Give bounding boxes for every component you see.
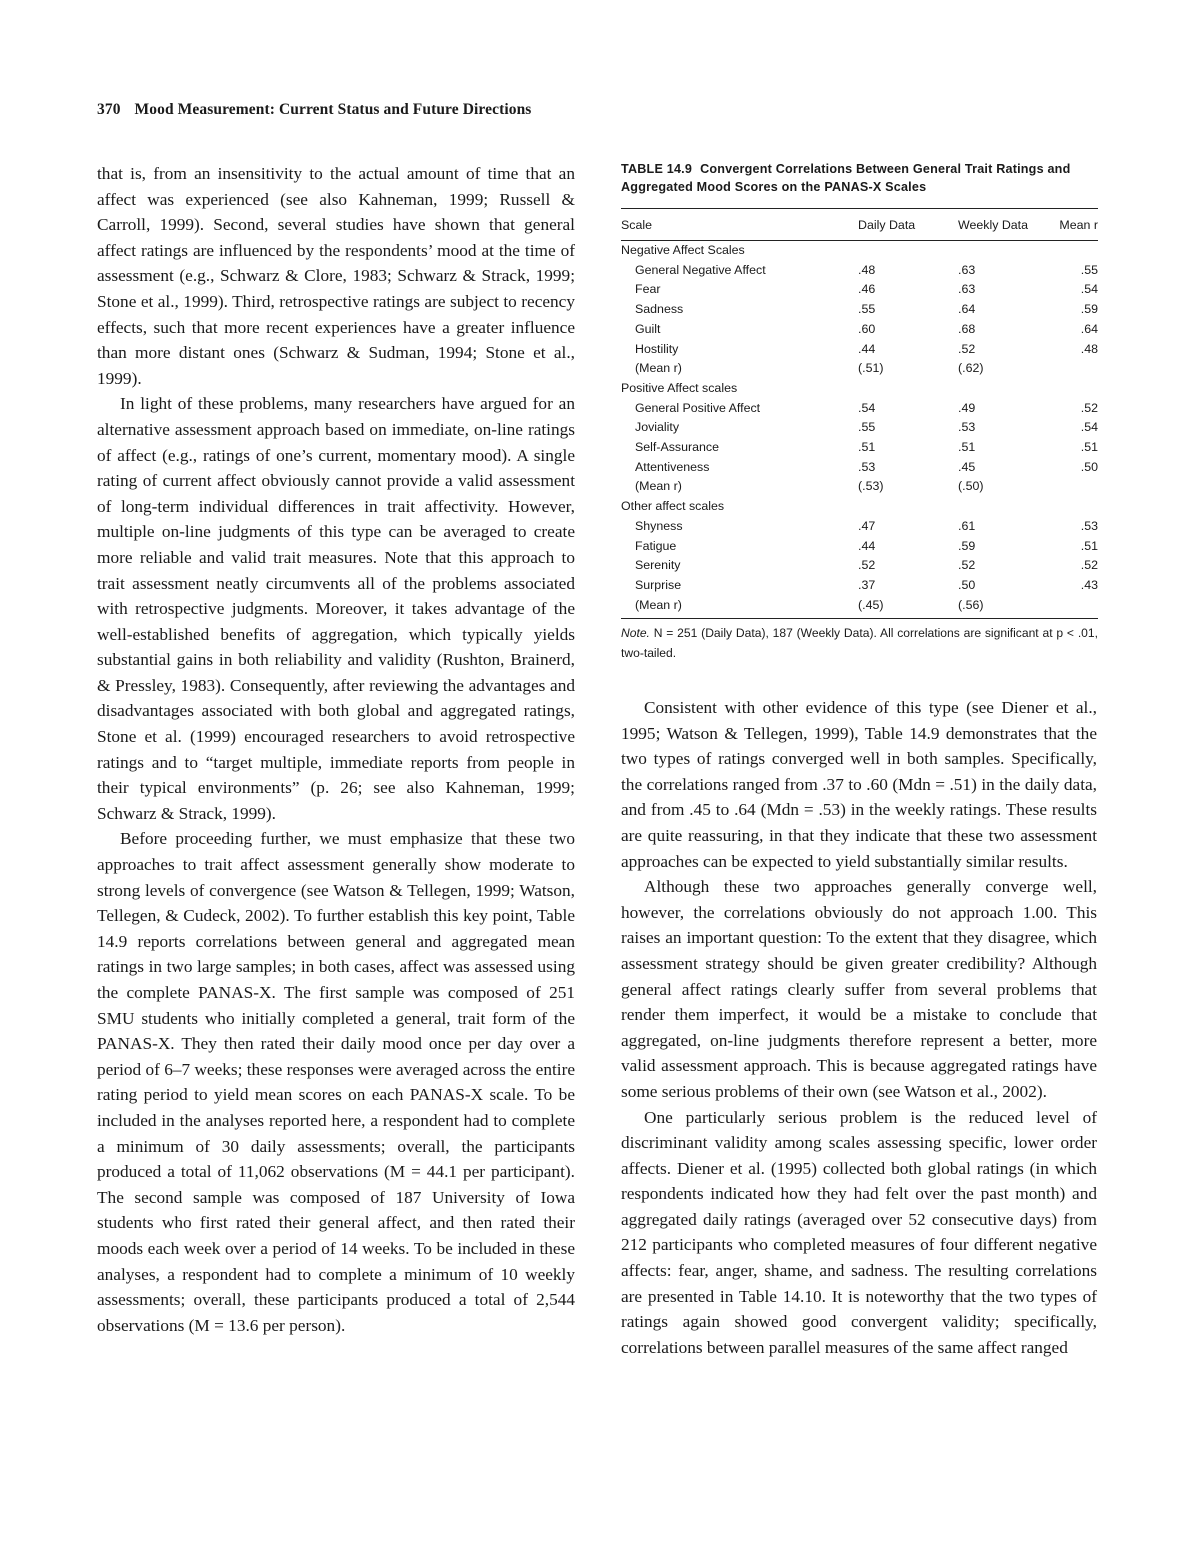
table-row bbox=[621, 418, 1098, 438]
mean-cell: .59 bbox=[1080, 302, 1098, 317]
paragraph: Consistent with other evidence of this type (see Diener et al., 1995; Watson & Tellegen, 1999), Table 14.9 demonstrates that the two types of ratings converged well in both samples. Specifically, the correlations ranged from .37 to .60 (Mdn = .51) in the daily data, and from .45 to .64 (Mdn = .53) in the weekly ratings. These results are quite reassuring, in that they indicate that these two assessment approaches can be expected to yield substantially similar results. bbox=[621, 698, 1097, 871]
weekly-cell: .50 bbox=[958, 577, 976, 592]
daily-cell: (.53) bbox=[858, 479, 884, 494]
table-row bbox=[621, 300, 1098, 320]
mean-cell: .43 bbox=[1080, 577, 1098, 592]
scale-cell: (Mean r) bbox=[621, 596, 836, 619]
table-row bbox=[621, 261, 1098, 281]
table-title: Convergent Correlations Between General Trait Ratings and Aggregated Mood Scores on the PANAS-X Scales bbox=[621, 162, 1071, 194]
scale-cell: Sadness bbox=[635, 302, 684, 317]
mean-cell: .64 bbox=[1080, 321, 1098, 336]
scale-cell: Fatigue bbox=[635, 538, 677, 553]
group-label: Negative Affect Scales bbox=[621, 243, 745, 257]
scale-cell: Serenity bbox=[635, 558, 681, 573]
table-row bbox=[621, 280, 1098, 300]
daily-cell: .54 bbox=[858, 400, 876, 415]
weekly-cell: .59 bbox=[958, 538, 976, 553]
note-label: Note. bbox=[621, 626, 650, 641]
table-number: TABLE 14.9 bbox=[621, 162, 693, 176]
scale-cell: Attentiveness bbox=[635, 459, 710, 474]
daily-cell: .60 bbox=[858, 321, 876, 336]
daily-cell: (.45) bbox=[836, 596, 928, 619]
scale-cell: Surprise bbox=[635, 577, 682, 592]
weekly-cell: .49 bbox=[958, 400, 976, 415]
mean-cell bbox=[1028, 359, 1098, 379]
table-row bbox=[621, 359, 1098, 379]
mean-cell: .51 bbox=[1080, 440, 1098, 455]
table-note bbox=[621, 623, 1098, 663]
table-group-row bbox=[621, 241, 1098, 261]
page-number: 370 bbox=[97, 101, 121, 118]
daily-cell: .55 bbox=[858, 420, 876, 435]
mean-cell: .52 bbox=[1080, 558, 1098, 573]
daily-cell: .53 bbox=[858, 459, 876, 474]
daily-cell: .47 bbox=[858, 518, 876, 533]
paragraph: that is, from an insensitivity to the actual amount of time that an affect was experienced (see also Kahneman, 1999; Russell & Carroll, 1999). Second, several studies have shown that general affect ratings are influenced by the respondents’ mood at the time of assessment (e.g., Schwarz & Clore, 1983; Schwarz & Strack, 1999; Stone et al., 1999). Third, retrospective ratings are subject to recency effects, such that more recent experiences have a greater influence than more distant ones (Schwarz & Sudman, 1994; Stone et al., 1999). bbox=[97, 164, 575, 388]
running-title: Mood Measurement: Current Status and Future Directions bbox=[134, 101, 532, 118]
weekly-cell: .63 bbox=[958, 282, 976, 297]
mean-cell bbox=[1028, 477, 1098, 497]
table-row bbox=[621, 320, 1098, 340]
weekly-cell: .61 bbox=[958, 518, 976, 533]
weekly-cell: (.50) bbox=[958, 479, 984, 494]
table-row bbox=[621, 596, 1098, 619]
table-row bbox=[621, 556, 1098, 576]
column-header-daily: Daily Data bbox=[836, 209, 928, 241]
daily-cell: (.51) bbox=[858, 361, 884, 376]
table-row bbox=[621, 576, 1098, 596]
table-row bbox=[621, 517, 1098, 537]
daily-cell: .51 bbox=[858, 440, 876, 455]
daily-cell: .46 bbox=[858, 282, 876, 297]
paragraph: One particularly serious problem is the reduced level of discriminant validity among scales assessing specific, lower order affects. Diener et al. (1995) collected both global ratings (in which respondents indicated how they had felt over the past month) and aggregated daily ratings (averaged over 52 consecutive days) from 212 participants who completed measures of four different negative affects: fear, anger, shame, and sadness. The resulting correlations are presented in Table 14.10. It is noteworthy that the two types of ratings again showed good convergent validity; specifically, correlations between parallel measures of the same affect ranged bbox=[621, 1107, 1097, 1357]
mean-cell bbox=[1028, 596, 1098, 619]
table-caption bbox=[621, 160, 1098, 196]
mean-cell: .54 bbox=[1080, 282, 1098, 297]
daily-cell: .44 bbox=[858, 538, 876, 553]
scale-cell: Self-Assurance bbox=[635, 440, 720, 455]
paragraph: In light of these problems, many researchers have argued for an alternative assessment approach based on immediate, on-line ratings of affect (e.g., ratings of one’s current, momentary mood). A single rating of current affect obviously cannot provide a valid assessment of long-term individual differences in trait affectivity. However, multiple on-line judgments of this type can be averaged to create more reliable and valid trait measures. Note that this approach to trait assessment neatly circumvents all of the problems associated with retrospective judgments. Moreover, it takes advantage of the well-established benefits of aggregation, which typically yields substantial gains in both reliability and validity (Rushton, Brainerd, & Pressley, 1983). Consequently, after reviewing the advantages and disadvantages associated with both global and aggregated ratings, Stone et al. (1999) encouraged researchers to avoid retrospective ratings and to “target multiple, immediate reports from people in their typical environments” (p. 26; see also Kahneman, 1999; Schwarz & Strack, 1999). bbox=[97, 394, 575, 823]
table-group-row bbox=[621, 497, 1098, 517]
scale-cell: Joviality bbox=[635, 420, 680, 435]
weekly-cell: .68 bbox=[958, 321, 976, 336]
paragraph: Although these two approaches generally converge well, however, the correlations obviously do not approach 1.00. This raises an important question: To the extent that they disagree, which assessment strategy should be given greater credibility? Although general affect ratings clearly suffer from several problems that render them imperfect, it would be a mistake to conclude that aggregated, on-line judgments therefore represent a better, more valid assessment approach. This is because aggregated ratings have some serious problems of their own (see Watson et al., 2002). bbox=[621, 877, 1097, 1101]
daily-cell: .37 bbox=[858, 577, 876, 592]
scale-cell: Guilt bbox=[635, 321, 661, 336]
table-row bbox=[621, 340, 1098, 360]
table-row bbox=[621, 438, 1098, 458]
mean-cell: .52 bbox=[1080, 400, 1098, 415]
left-column bbox=[97, 161, 575, 1338]
paragraph: Before proceeding further, we must emphasize that these two approaches to trait affect assessment generally show moderate to strong levels of convergence (see Watson & Tellegen, 1999; Watson, Tellegen, & Cudeck, 2002). To further establish this key point, Table 14.9 reports correlations between general and aggregated mean ratings in two large samples; in both cases, affect was assessed using the complete PANAS-X. The first sample was composed of 251 SMU students who initially completed a general, trait form of the PANAS-X. They then rated their daily mood once per day over a period of 6–7 weeks; these responses were averaged across the entire rating period to yield mean scores on each PANAS-X scale. To be included in the analyses reported here, a respondent had to complete a minimum of 30 daily assessments; overall, the participants produced a total of 11,062 observations (M = 44.1 per participant). The second sample was composed of 187 University of Iowa students who first rated their general affect, and then rated their moods each week over a period of 14 weeks. To be included in these analyses, a respondent had to complete a minimum of 10 weekly assessments; overall, these participants produced a total of 2,544 observations (M = 13.6 per person). bbox=[97, 829, 575, 1335]
table-group-row bbox=[621, 379, 1098, 399]
running-header bbox=[97, 101, 531, 119]
column-header-scale: Scale bbox=[621, 209, 836, 241]
right-column bbox=[621, 695, 1097, 1360]
table-row bbox=[621, 458, 1098, 478]
weekly-cell: .51 bbox=[958, 440, 976, 455]
weekly-cell: .52 bbox=[958, 558, 976, 573]
mean-cell: .54 bbox=[1080, 420, 1098, 435]
mean-cell: .53 bbox=[1080, 518, 1098, 533]
daily-cell: .48 bbox=[858, 262, 876, 277]
scale-cell: Fear bbox=[635, 282, 661, 297]
table-row bbox=[621, 399, 1098, 419]
weekly-cell: (.62) bbox=[958, 361, 984, 376]
group-label: Other affect scales bbox=[621, 499, 725, 514]
weekly-cell: (.56) bbox=[928, 596, 1028, 619]
scale-cell: (Mean r) bbox=[635, 479, 682, 494]
table-row bbox=[621, 537, 1098, 557]
daily-cell: .44 bbox=[858, 341, 876, 356]
scale-cell: General Positive Affect bbox=[635, 400, 761, 415]
daily-cell: .52 bbox=[858, 558, 876, 573]
mean-cell: .50 bbox=[1080, 459, 1098, 474]
table-header-row bbox=[621, 209, 1098, 241]
weekly-cell: .63 bbox=[958, 262, 976, 277]
correlation-table bbox=[621, 208, 1098, 619]
weekly-cell: .53 bbox=[958, 420, 976, 435]
scale-cell: General Negative Affect bbox=[635, 262, 766, 277]
column-header-weekly: Weekly Data bbox=[928, 209, 1028, 241]
scale-cell: Hostility bbox=[635, 341, 679, 356]
weekly-cell: .64 bbox=[958, 302, 976, 317]
mean-cell: .55 bbox=[1080, 262, 1098, 277]
daily-cell: .55 bbox=[858, 302, 876, 317]
scale-cell: (Mean r) bbox=[635, 361, 682, 376]
weekly-cell: .52 bbox=[958, 341, 976, 356]
mean-cell: .48 bbox=[1080, 341, 1098, 356]
table-row bbox=[621, 477, 1098, 497]
note-text: N = 251 (Daily Data), 187 (Weekly Data). All correlations are significant at p < .01, two-tailed. bbox=[621, 626, 1098, 661]
weekly-cell: .45 bbox=[958, 459, 976, 474]
table-14-9 bbox=[621, 160, 1098, 663]
group-label: Positive Affect scales bbox=[621, 380, 738, 395]
scale-cell: Shyness bbox=[635, 518, 683, 533]
mean-cell: .51 bbox=[1080, 538, 1098, 553]
column-header-mean: Mean r bbox=[1028, 209, 1098, 241]
